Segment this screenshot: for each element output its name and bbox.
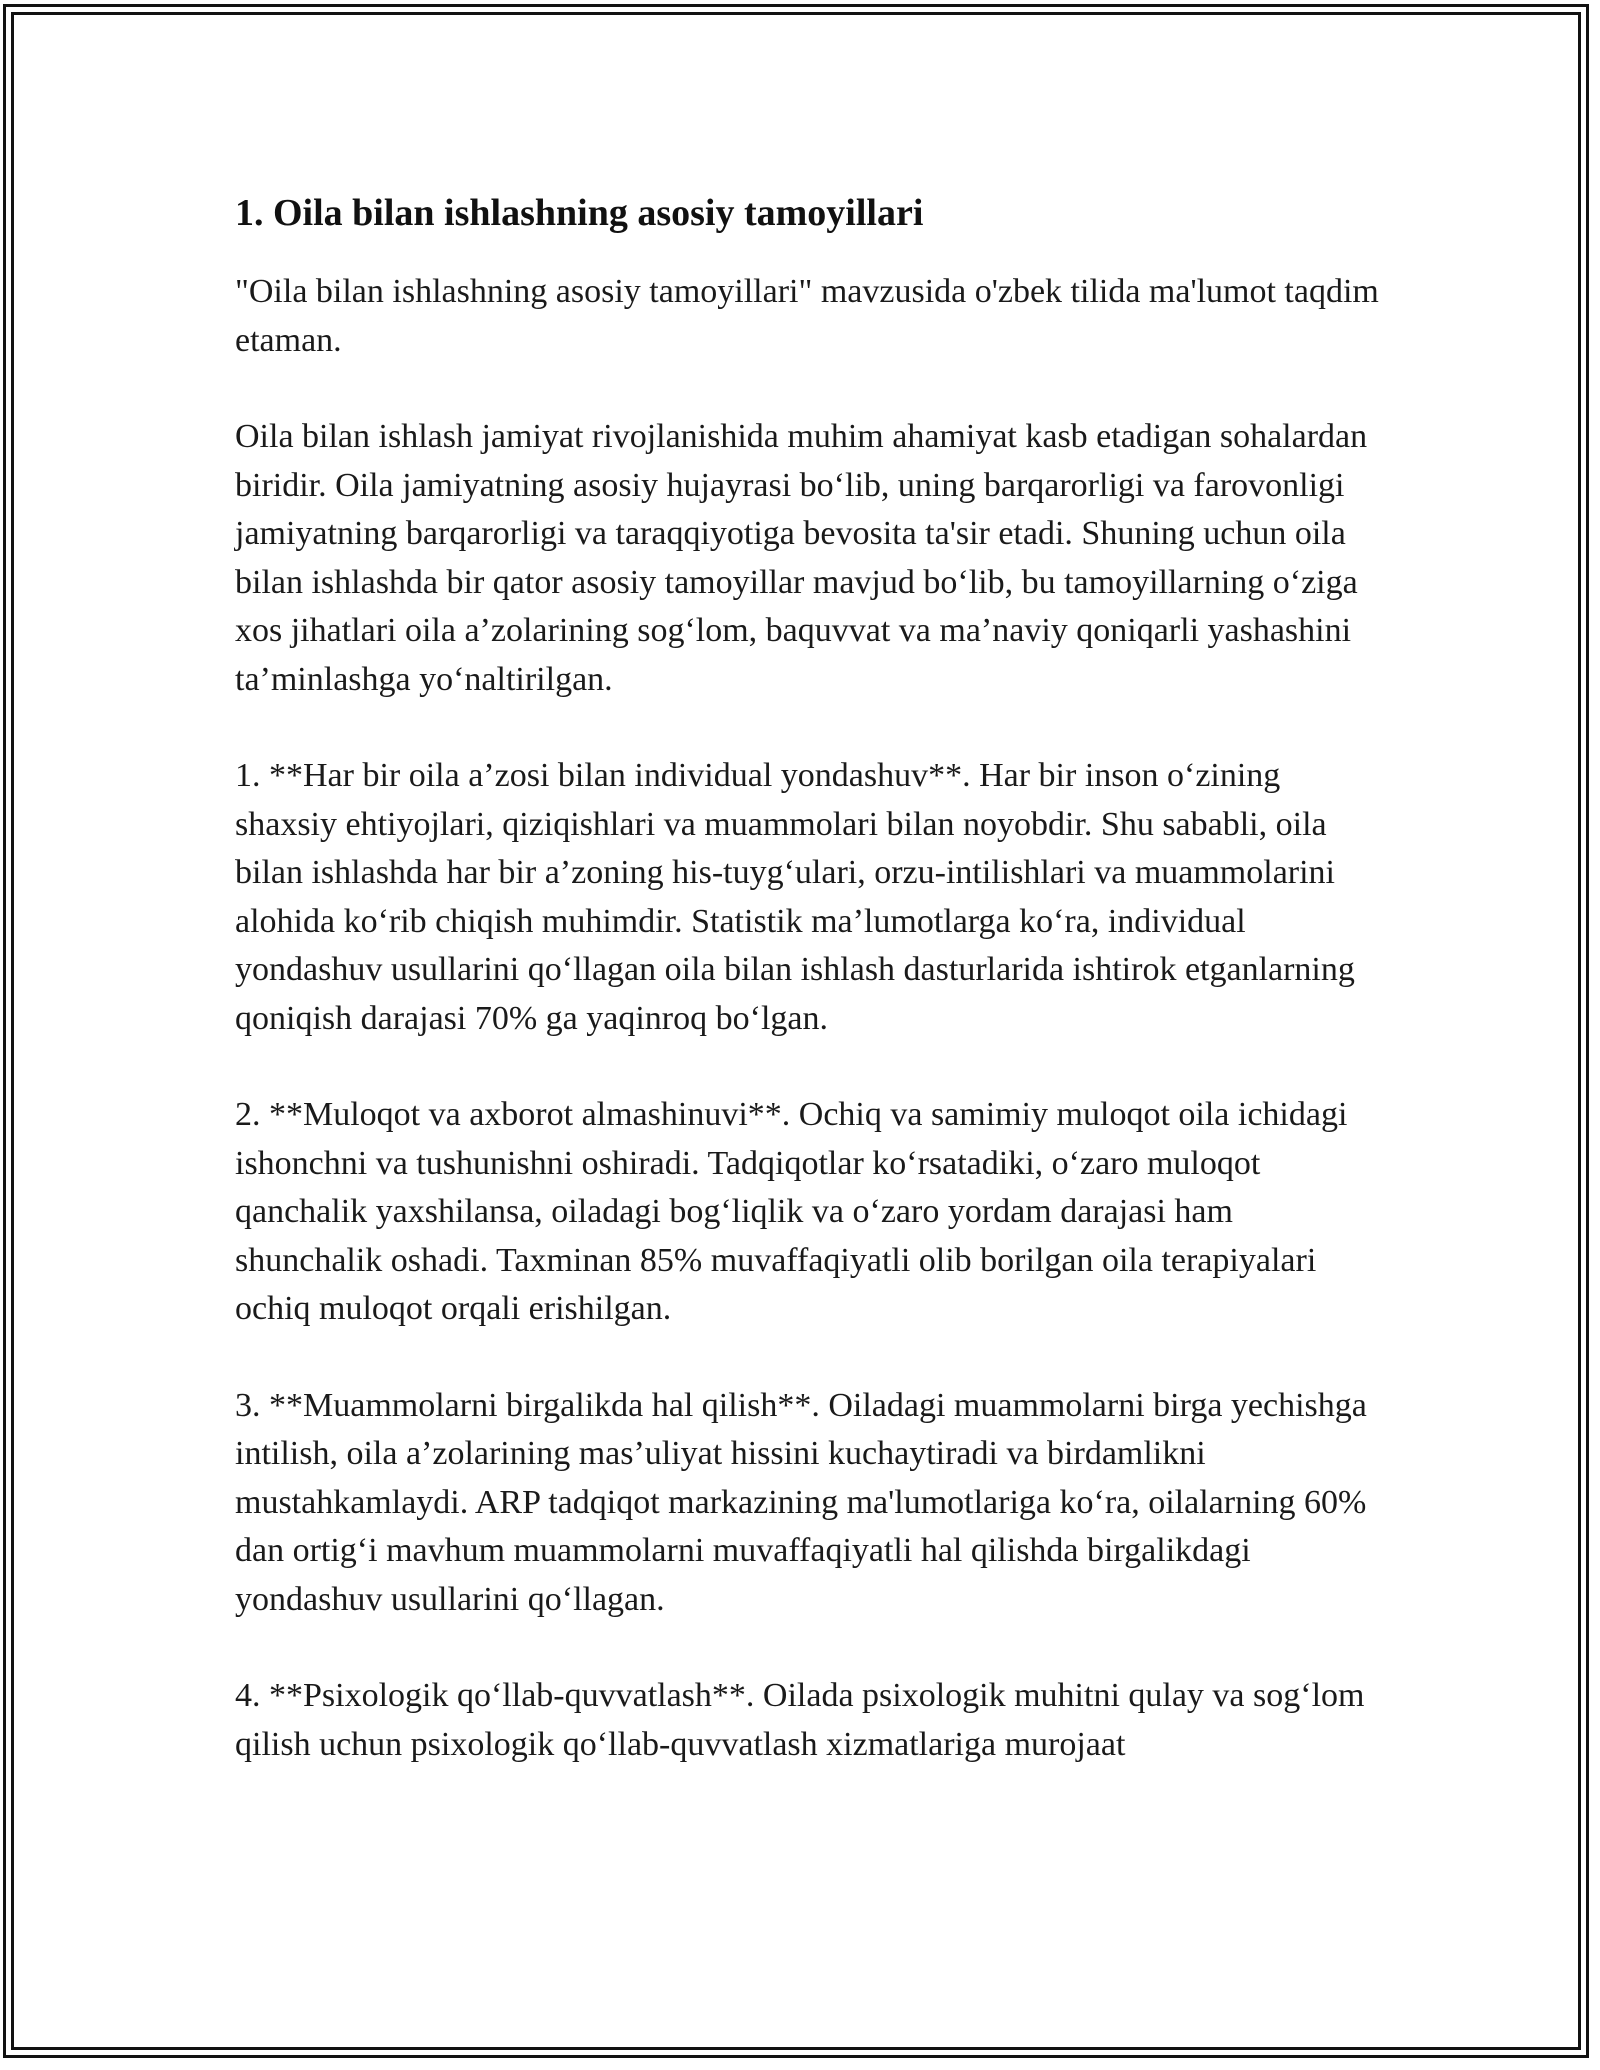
paragraph-principle-2: 2. **Muloqot va axborot almashinuvi**. Ochiq va samimiy muloqot oila ichidagi ishonchni va tushunishni oshiradi. Tadqiqotlar ko‘rsatadiki, o‘zaro muloqot qanchalik yaxshilansa, oiladagi bog‘liqlik va o‘zaro yordam darajasi ham shunchalik oshadi. Taxminan 85% muvaffaqiyatli olib borilgan oila terapiyalari ochiq muloqot orqali erishilgan. (235, 1096, 1348, 1327)
document-title: 1. Oila bilan ishlashning asosiy tamoyillari (235, 192, 924, 234)
paragraph-principle-1: 1. **Har bir oila a’zosi bilan individual yondashuv**. Har bir inson o‘zining shaxsiy ehtiyojlari, qiziqishlari va muammolari bilan noyobdir. Shu sababli, oila bilan ishlashda har bir a’zoning his-tuyg‘ulari, orzu-intilishlari va muammolarini alohida ko‘rib chiqish muhimdir. Statistik ma’lumotlarga ko‘ra, individual yondashuv usullarini qo‘llagan oila bilan ishlash dasturlarida ishtirok etganlarning qoniqish darajasi 70% ga yaqinroq bo‘lgan. (235, 757, 1355, 1037)
paragraph-intro: "Oila bilan ishlashning asosiy tamoyillari" mavzusida o'zbek tilida ma'lumot taqdim etaman. (235, 273, 1379, 359)
paragraph-principle-4: 4. **Psixologik qo‘llab-quvvatlash**. Oilada psixologik muhitni qulay va sog‘lom qilish uchun psixologik qo‘llab-quvvatlash xizmatlariga murojaat (235, 1677, 1365, 1763)
document-body (235, 186, 1385, 1817)
paragraph-principle-3: 3. **Muammolarni birgalikda hal qilish**. Oiladagi muammolarni birga yechishga intilish, oila a’zolarining mas’uliyat hissini kuchaytiradi va birdamlikni mustahkamlaydi. ARP tadqiqot markazining ma'lumotlariga ko‘ra, oilalarning 60% dan ortig‘i mavhum muammolarni muvaffaqiyatli hal qilishda birgalikdagi yondashuv usullarini qo‘llagan. (235, 1386, 1367, 1618)
paragraph-overview: Oila bilan ishlash jamiyat rivojlanishida muhim ahamiyat kasb etadigan sohalardan biridir. Oila jamiyatning asosiy hujayrasi bo‘lib, uning barqarorligi va farovonligi jamiyatning barqarorligi va taraqqiyotiga bevosita ta'sir etadi. Shuning uchun oila bilan ishlashda bir qator asosiy tamoyillar mavjud bo‘lib, bu tamoyillarning o‘ziga xos jihatlari oila a’zolarining sog‘lom, baquvvat va ma’naviy qoniqarli yashashini ta’minlashga yo‘naltirilgan. (235, 418, 1368, 698)
